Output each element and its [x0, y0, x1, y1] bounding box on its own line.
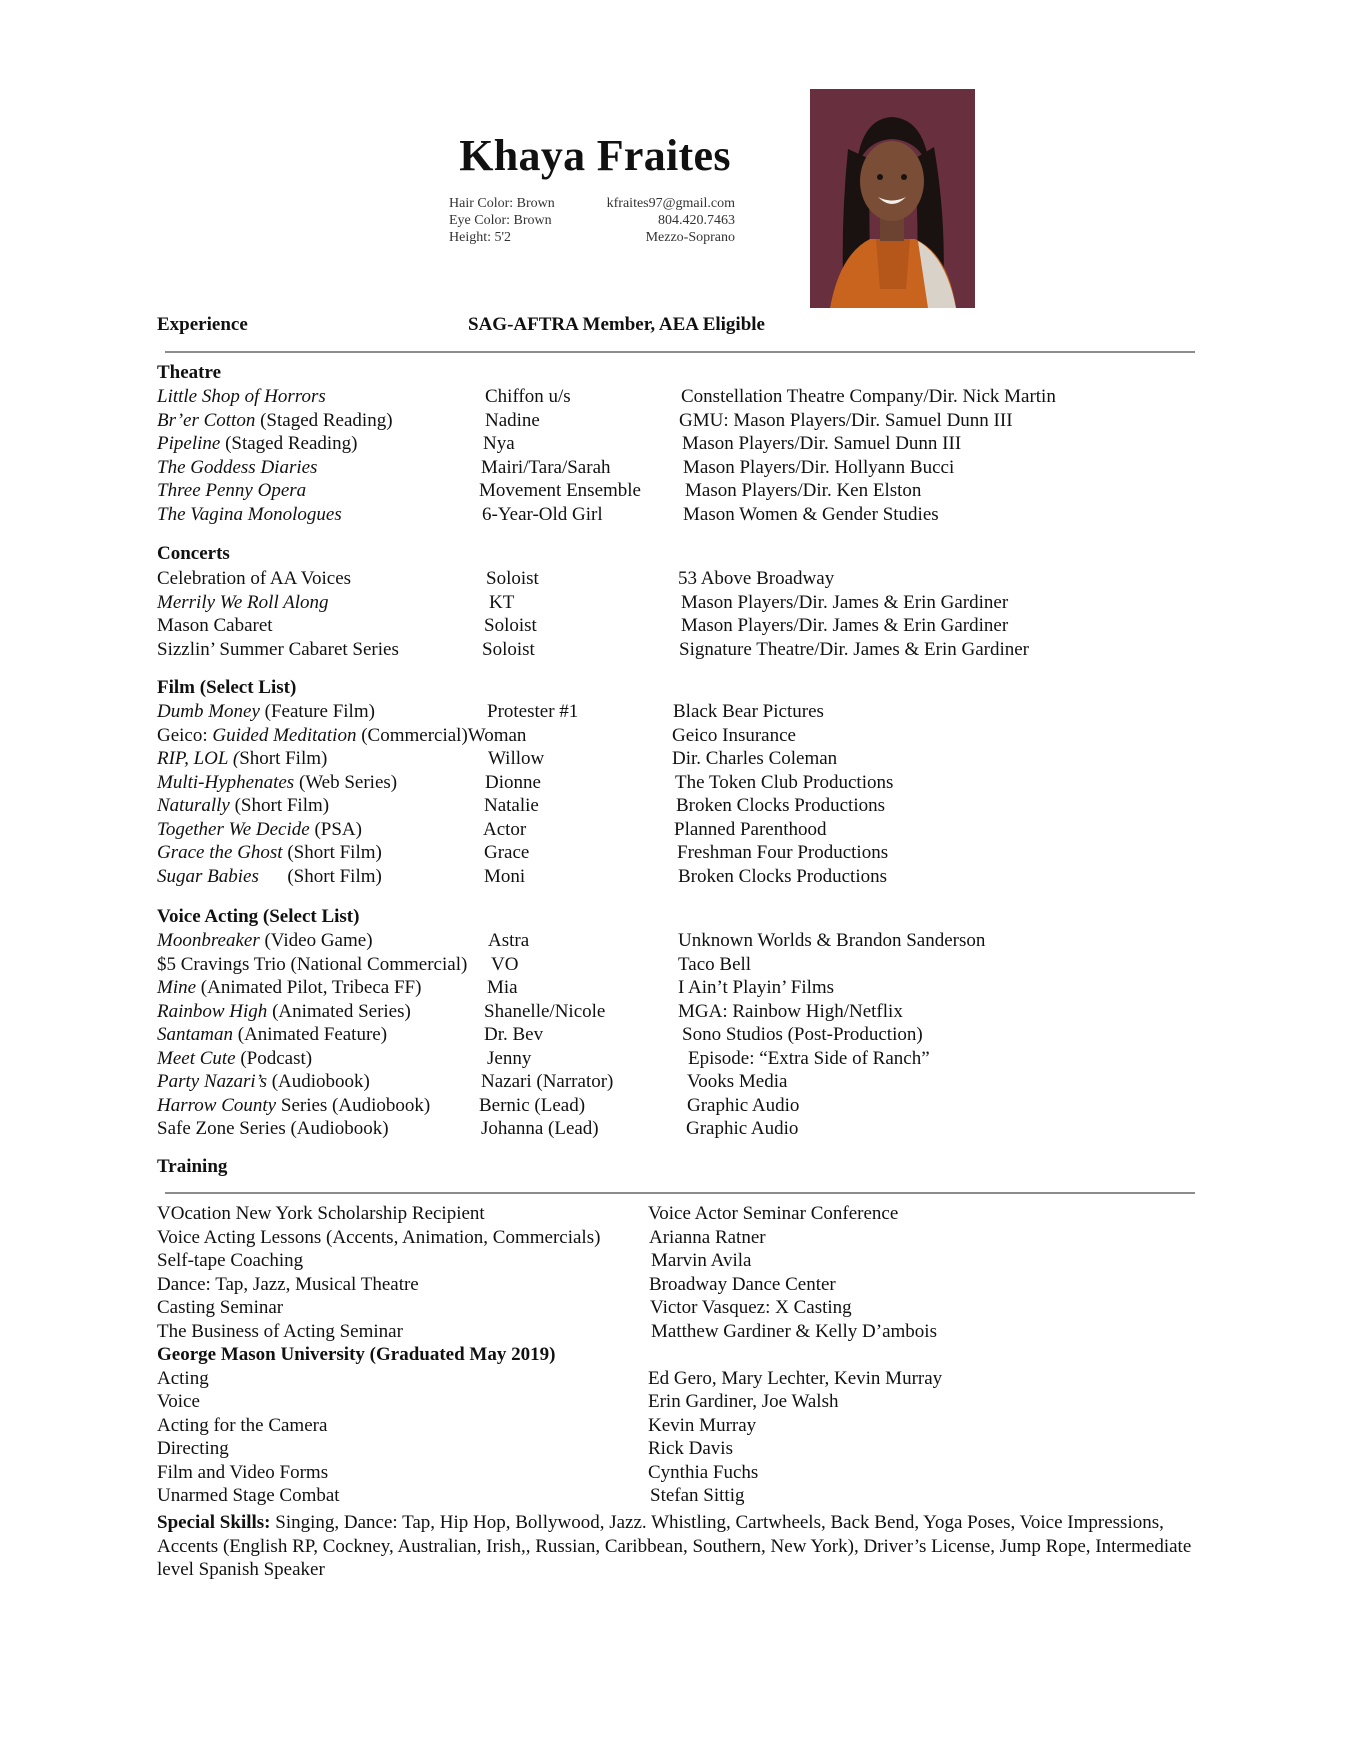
credit-role: Astra	[488, 930, 530, 951]
credit-company: The Token Club Productions	[675, 771, 894, 793]
training-course: Unarmed Stage Combat	[157, 1485, 340, 1506]
training-instructor: Erin Gardiner, Joe Walsh	[648, 1391, 839, 1412]
credit-role: Protester #1	[487, 701, 579, 722]
credit-title: Moonbreaker	[157, 930, 260, 951]
credit-note: (Web Series)	[294, 771, 398, 793]
credit-title: Rainbow High	[157, 1000, 268, 1022]
training-instructor: Broadway Dance Center	[649, 1273, 836, 1295]
training-course: Voice Acting Lessons (Accents, Animation, Commercials)	[157, 1226, 601, 1248]
voice-type: Mezzo-Soprano	[645, 230, 735, 245]
credit-title: Little Shop of Horrors	[157, 386, 326, 407]
credit-company: Mason Women & Gender Studies	[683, 503, 939, 525]
training-instructor: Ed Gero, Mary Lechter, Kevin Murray	[648, 1367, 943, 1389]
section-heading-film: Film (Select List)	[157, 677, 297, 698]
credit-role: Movement Ensemble	[479, 480, 641, 501]
credit-company: Planned Parenthood	[674, 818, 827, 840]
credit-role: Moni	[484, 865, 526, 887]
credit-title: Santaman	[157, 1024, 233, 1045]
credit-role: Nya	[483, 433, 515, 454]
credit-company: Geico Insurance	[672, 724, 796, 746]
credit-note: (Staged Reading)	[220, 433, 358, 454]
credit-company: Mason Players/Dir. James & Erin Gardiner	[681, 591, 1009, 613]
eye-color: Eye Color: Brown	[449, 213, 552, 228]
credit-role: Shanelle/Nicole	[484, 1000, 606, 1022]
credit-title: Harrow County	[157, 1094, 277, 1116]
headshot-photo	[810, 89, 975, 308]
credit-company: GMU: Mason Players/Dir. Samuel Dunn III	[679, 409, 1013, 431]
credit-prefix: $5 Cravings Trio (National Commercial)	[157, 953, 468, 975]
credit-company: Black Bear Pictures	[673, 701, 824, 722]
contact-info	[560, 195, 735, 246]
credit-role: Nadine	[485, 409, 540, 431]
training-course: Film and Video Forms	[157, 1461, 329, 1483]
special-skills	[157, 1511, 1217, 1582]
credit-role: Dr. Bev	[484, 1024, 544, 1045]
credit-title: Dumb Money	[157, 701, 260, 722]
credit-title-italic: Merrily We Roll Along	[157, 591, 329, 613]
credit-title: Guided Meditation	[212, 724, 357, 746]
credit-role: Willow	[488, 748, 545, 769]
section-heading-training: Training	[157, 1156, 228, 1177]
credit-title: Mine	[157, 977, 197, 998]
credit-company: Dir. Charles Coleman	[672, 748, 838, 769]
credit-note: Short Film)	[239, 748, 328, 769]
credit-company: MGA: Rainbow High/Netflix	[678, 1000, 903, 1022]
credit-title: Meet Cute	[157, 1047, 236, 1069]
credit-title: Sugar Babies	[157, 865, 259, 887]
credit-title: Together We Decide	[157, 818, 310, 840]
credit-note: Series (Audiobook)	[276, 1094, 431, 1116]
special-skills-text: Singing, Dance: Tap, Hip Hop, Bollywood, Jazz. Whistling, Cartwheels, Back Bend, Yoga Poses, Voice Impressions, Accents (English RP, Cockney, Australian, Irish,, Russian, Caribbean, Southern, New York), Driver’s License, Jump Rope, Intermediate level Spanish Speaker	[157, 1512, 1192, 1580]
credit-title: Multi-Hyphenates	[157, 771, 295, 793]
training-course: The Business of Acting Seminar	[157, 1320, 403, 1342]
divider-rule	[165, 351, 1195, 353]
divider-rule	[165, 1192, 1195, 1194]
credit-role: Nazari (Narrator)	[481, 1071, 614, 1092]
section-heading-voice-acting: Voice Acting (Select List)	[157, 906, 360, 927]
credit-role: Mia	[487, 977, 518, 998]
credit-note: (Short Film)	[258, 865, 382, 887]
credit-company: Broken Clocks Productions	[676, 795, 885, 816]
credit-company: Sono Studios (Post-Production)	[682, 1024, 923, 1045]
training-course: Directing	[157, 1438, 229, 1459]
training-instructor: Victor Vasquez: X Casting	[650, 1297, 852, 1318]
credit-title: The Goddess Diaries	[157, 456, 318, 478]
credit-title: Grace the Ghost	[157, 842, 283, 863]
training-course: Voice	[157, 1391, 200, 1412]
training-instructor: Kevin Murray	[648, 1414, 757, 1436]
credit-title: Pipeline	[157, 433, 221, 454]
training-course: Acting	[157, 1367, 209, 1389]
credit-note: (PSA)	[309, 818, 362, 840]
credit-title: Three Penny Opera	[157, 480, 307, 501]
credit-role: Grace	[484, 842, 530, 863]
credit-note: (Animated Pilot, Tribeca FF)	[196, 977, 422, 998]
credit-prefix: Geico:	[157, 724, 213, 746]
credit-company: Mason Players/Dir. Hollyann Bucci	[683, 456, 955, 478]
credit-company: Taco Bell	[678, 953, 752, 975]
university-heading: George Mason University (Graduated May 2019)	[157, 1344, 556, 1365]
phone[interactable]: 804.420.7463	[658, 213, 735, 228]
credit-company: Broken Clocks Productions	[678, 865, 887, 887]
credit-note: (Feature Film)	[259, 701, 375, 722]
credit-role: Johanna (Lead)	[481, 1118, 599, 1139]
training-instructor: Voice Actor Seminar Conference	[648, 1203, 899, 1224]
training-instructor: Stefan Sittig	[650, 1485, 745, 1506]
training-course: VOcation New York Scholarship Recipient	[157, 1203, 485, 1224]
credit-company: I Ain’t Playin’ Films	[678, 977, 835, 998]
training-course: Acting for the Camera	[157, 1414, 328, 1436]
credit-role: Woman	[467, 724, 527, 746]
training-course: Casting Seminar	[157, 1297, 284, 1318]
credit-role: Natalie	[484, 795, 539, 816]
credit-company: Graphic Audio	[687, 1094, 800, 1116]
credit-company: Vooks Media	[687, 1071, 788, 1092]
credit-note: (Short Film)	[282, 842, 382, 863]
credit-prefix: Safe Zone Series (Audiobook)	[157, 1118, 389, 1139]
credit-note: (Commercial)	[356, 724, 468, 746]
training-instructor: Rick Davis	[648, 1438, 733, 1459]
credit-role: Mairi/Tara/Sarah	[481, 456, 611, 478]
credit-company: Mason Players/Dir. Samuel Dunn III	[682, 433, 962, 454]
credit-role: Chiffon u/s	[485, 386, 571, 407]
training-course: Self-tape Coaching	[157, 1250, 304, 1271]
credit-note: (Animated Feature)	[233, 1024, 388, 1045]
section-heading-concerts: Concerts	[157, 543, 230, 564]
credit-company: Unknown Worlds & Brandon Sanderson	[678, 930, 986, 951]
special-skills-label: Special Skills:	[157, 1512, 271, 1533]
credit-title: The Vagina Monologues	[157, 503, 342, 525]
experience-label: Experience	[157, 314, 248, 335]
credit-note: (Animated Series)	[267, 1000, 411, 1022]
section-heading-theatre: Theatre	[157, 362, 222, 383]
credit-company: Signature Theatre/Dir. James & Erin Gardiner	[679, 638, 1029, 660]
credit-company: 53 Above Broadway	[678, 568, 835, 589]
training-instructor: Cynthia Fuchs	[648, 1461, 759, 1483]
credit-company: Mason Players/Dir. Ken Elston	[685, 480, 922, 501]
training-course: Dance: Tap, Jazz, Musical Theatre	[157, 1273, 419, 1295]
credit-role: Bernic (Lead)	[479, 1094, 586, 1116]
credit-role: Soloist	[482, 638, 535, 660]
credit-title: Sizzlin’ Summer Cabaret Series	[157, 638, 399, 660]
credit-title: Br’er Cotton	[157, 409, 256, 431]
credit-role: Actor	[483, 818, 527, 840]
credit-note: (Short Film)	[229, 795, 330, 816]
credit-title: Mason Cabaret	[157, 615, 273, 636]
training-instructor: Matthew Gardiner & Kelly D’ambois	[651, 1320, 937, 1342]
credit-company: Episode: “Extra Side of Ranch”	[688, 1047, 930, 1069]
union-status: SAG-AFTRA Member, AEA Eligible	[468, 314, 765, 335]
credit-note: (Staged Reading)	[255, 409, 393, 431]
credit-role: Jenny	[487, 1047, 532, 1069]
email[interactable]: kfraites97@gmail.com	[606, 196, 735, 211]
credit-title: Celebration of AA Voices	[157, 568, 352, 589]
credit-company: Constellation Theatre Company/Dir. Nick Martin	[681, 386, 1056, 407]
credit-title: Naturally	[157, 795, 230, 816]
credit-note: (Audiobook)	[266, 1071, 370, 1092]
training-instructor: Arianna Ratner	[649, 1226, 766, 1248]
resume-name: Khaya Fraites	[459, 131, 731, 180]
credit-role: 6-Year-Old Girl	[482, 503, 603, 525]
hair-color: Hair Color: Brown	[449, 196, 555, 211]
credit-note: (Video Game)	[259, 930, 373, 951]
credit-role: VO	[491, 953, 519, 975]
credit-role: Soloist	[484, 615, 537, 636]
credit-company: Freshman Four Productions	[677, 842, 889, 863]
training-instructor: Marvin Avila	[651, 1250, 752, 1271]
credit-role: Soloist	[486, 568, 539, 589]
credit-role: KT	[489, 591, 515, 613]
credit-company: Graphic Audio	[686, 1118, 799, 1139]
credit-title: Party Nazari’s	[157, 1071, 267, 1092]
credit-role: Dionne	[485, 771, 541, 793]
credit-company: Mason Players/Dir. James & Erin Gardiner	[681, 615, 1009, 636]
height: Height: 5'2	[449, 230, 512, 245]
credit-title: RIP, LOL (	[157, 748, 240, 769]
credit-note: (Podcast)	[235, 1047, 313, 1069]
physical-info	[449, 195, 555, 246]
